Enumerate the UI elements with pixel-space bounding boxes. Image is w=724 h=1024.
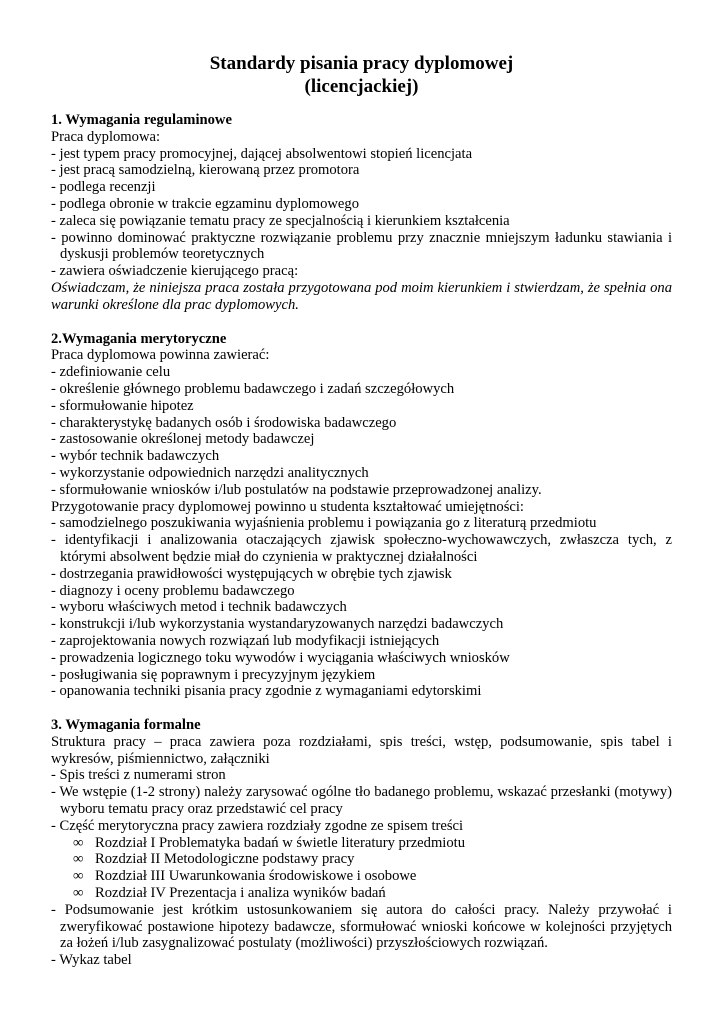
skill-item: - identyfikacji i analizowania otaczających zjawisk społeczno-wychowawczych, zwłaszcza tych, z którymi absolwent będzie miał do czynienia w praktycznej działalności [51, 532, 672, 565]
chapter-item [51, 851, 672, 868]
section-2-heading: 2.Wymagania merytoryczne [51, 330, 227, 347]
infinity-bullet-icon: ∞ [73, 868, 84, 885]
list-item: - określenie głównego problemu badawczego i zadań szczegółowych [51, 380, 455, 397]
skill-item: - opanowania techniki pisania pracy zgodnie z wymaganiami edytorskimi [51, 683, 482, 700]
section-3-heading: 3. Wymagania formalne [51, 717, 201, 734]
list-item: - powinno dominować praktyczne rozwiązanie problemu przy znacznie mniejszym ładunku stawiania i dyskusji problemów teoretycznych [51, 229, 672, 263]
chapter-label: Rozdział III Uwarunkowania środowiskowe i osobowe [95, 868, 417, 885]
list-item: - jest pracą samodzielną, kierowaną przez promotora [51, 162, 360, 179]
list-item: - sformułowanie hipotez [51, 397, 194, 414]
skill-item: - samodzielnego poszukiwania wyjaśnienia problemu i powiązania go z literaturą przedmiotu [51, 515, 597, 532]
skill-item: - konstrukcji i/lub wykorzystania wystandaryzowanych narzędzi badawczych [51, 616, 504, 633]
list-item: - podlega recenzji [51, 179, 156, 196]
document-title-line-2: (licencjackiej) [304, 76, 419, 97]
skill-item: - wyboru właściwych metod i technik badawczych [51, 599, 347, 616]
skill-item: - posługiwania się poprawnym i precyzyjnym językiem [51, 666, 376, 683]
document-title-line-1: Standardy pisania pracy dyplomowej [209, 53, 514, 74]
chapter-item [51, 885, 672, 902]
chapter-label: Rozdział II Metodologiczne podstawy pracy [95, 851, 355, 868]
list-item: - zastosowanie określonej metody badawczej [51, 431, 315, 448]
list-item: - zawiera oświadczenie kierującego pracą: [51, 263, 299, 280]
list-item: - jest typem pracy promocyjnej, dającej absolwentowi stopień licencjata [51, 145, 473, 162]
list-item: - wykorzystanie odpowiednich narzędzi analitycznych [51, 464, 369, 481]
list-item: - wybór technik badawczych [51, 448, 220, 465]
chapter-label: Rozdział I Problematyka badań w świetle literatury przedmiotu [95, 834, 465, 851]
list-item: - Wykaz tabel [51, 952, 132, 969]
list-item: - Podsumowanie jest krótkim ustosunkowaniem się autora do całości pracy. Należy przywołać i zweryfikować postawione hipotezy badawcze, sformułować wnioski końcowe w kolejności przyjętych za łożeń i/lub zasygnalizować postulaty (możliwości) przyszłościowych rozwiązań. [51, 901, 672, 952]
list-item: - Część merytoryczna pracy zawiera rozdziały zgodne ze spisem treści [51, 817, 464, 834]
list-item: - charakterystykę badanych osób i środowiska badawczego [51, 414, 397, 431]
supervisor-statement: Oświadczam, że niniejsza praca została przygotowana pod moim kierunkiem i stwierdzam, że spełnia ona warunki określone dla prac dyplomowych. [51, 279, 672, 313]
list-item: - zaleca się powiązanie tematu pracy ze specjalnością i kierunkiem kształcenia [51, 212, 510, 229]
list-item: - podlega obronie w trakcie egzaminu dyplomowego [51, 195, 359, 212]
section-1-intro: Praca dyplomowa: [51, 128, 161, 145]
chapter-label: Rozdział IV Prezentacja i analiza wyników badań [95, 885, 386, 902]
chapter-item [51, 835, 672, 852]
list-item: - zdefiniowanie celu [51, 364, 171, 381]
document-page [51, 52, 672, 969]
section-2-skills-intro: Przygotowanie pracy dyplomowej powinno u studenta kształtować umiejętności: [51, 498, 524, 515]
list-item: - Spis treści z numerami stron [51, 767, 226, 784]
infinity-bullet-icon: ∞ [73, 834, 84, 851]
skill-item: - dostrzegania prawidłowości występujących w obrębie tych zjawisk [51, 565, 452, 582]
infinity-bullet-icon: ∞ [73, 851, 84, 868]
infinity-bullet-icon: ∞ [73, 885, 84, 902]
section-2-intro: Praca dyplomowa powinna zawierać: [51, 347, 270, 364]
list-item: - sformułowanie wniosków i/lub postulatów na podstawie przeprowadzonej analizy. [51, 481, 542, 498]
skill-item: - prowadzenia logicznego toku wywodów i wyciągania właściwych wniosków [51, 649, 510, 666]
list-item: - We wstępie (1-2 strony) należy zarysować ogólne tło badanego problemu, wskazać przesłanki (motywy) wyboru tematu pracy oraz przedstawić cel pracy [51, 784, 672, 818]
thesis-structure: Struktura pracy – praca zawiera poza rozdziałami, spis treści, wstęp, podsumowanie, spis tabel i wykresów, piśmiennictwo, załączniki [51, 733, 672, 767]
chapter-item [51, 868, 672, 885]
skill-item: - zaprojektowania nowych rozwiązań lub modyfikacji istniejących [51, 632, 440, 649]
section-1-heading: 1. Wymagania regulaminowe [51, 112, 232, 128]
skill-item: - diagnozy i oceny problemu badawczego [51, 582, 295, 599]
